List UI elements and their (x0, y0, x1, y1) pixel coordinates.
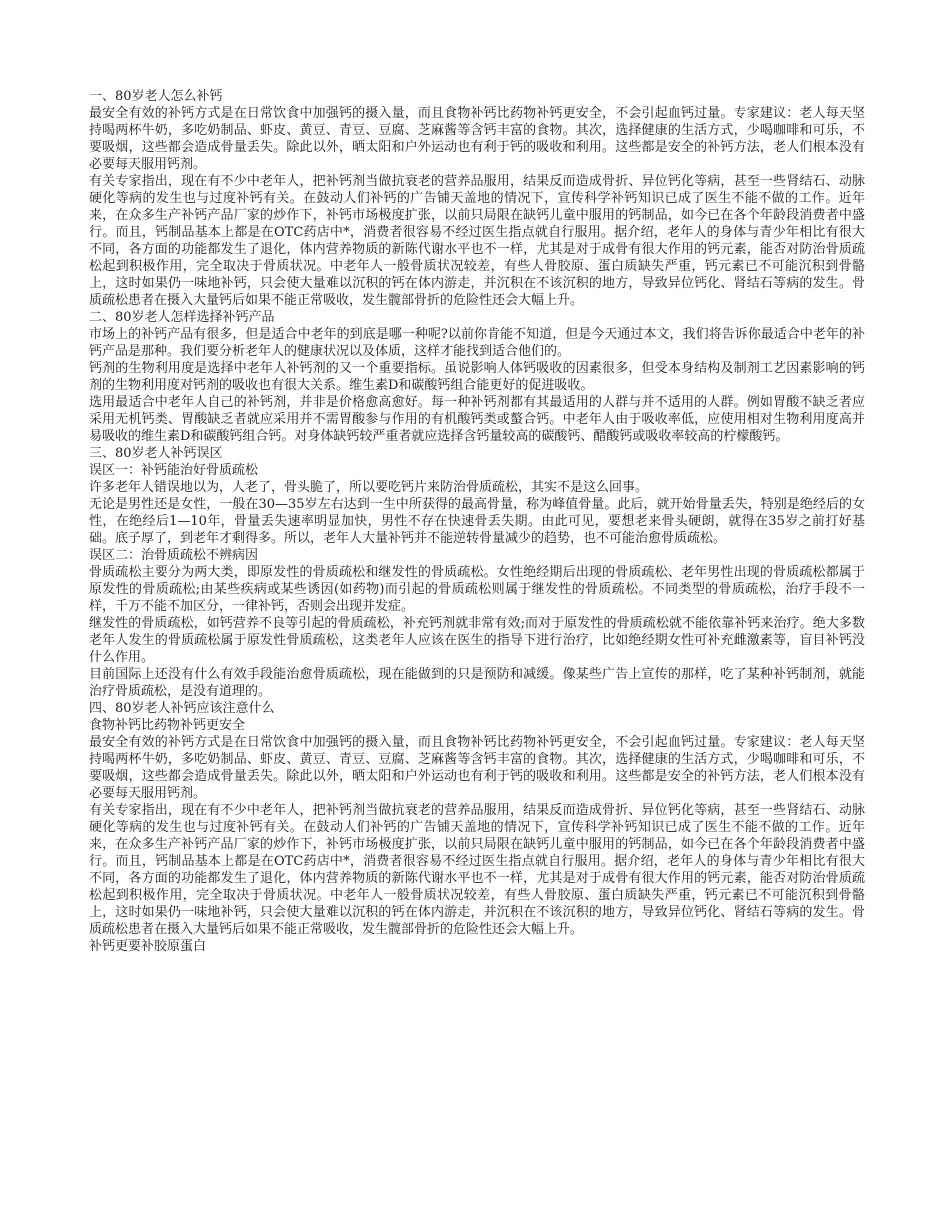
subheading: 食物补钙比药物补钙更安全 (89, 718, 246, 733)
paragraph: 最安全有效的补钙方式是在日常饮食中加强钙的摄入量，而且食物补钙比药物补钙更安全，不会引起血钙过量。专家建议：老人每天坚持喝两杯牛奶，多吃奶制品、虾皮、黄豆、青豆、豆腐、芝麻酱等含钙丰富的食物。其次，选择健康的生活方式，少喝咖啡和可乐，不要吸烟，这些都会造成骨量丢失。除此以外，晒太阳和户外运动也有利于钙的吸收和利用。这些都是安全的补钙方法，老人们根本没有必要每天服用钙剂。 (89, 106, 865, 172)
subheading: 补钙更要补胶原蛋白 (89, 939, 207, 954)
section-heading: 三、80岁老人补钙误区 (89, 446, 223, 461)
paragraph: 钙剂的生物利用度是选择中老年人补钙剂的又一个重要指标。虽说影响人体钙吸收的因素很多，但受本身结构及制剂工艺因素影响的钙剂的生物利用度对钙剂的吸收也有很大关系。维生素D和碳酸钙组合能更好的促进吸收。 (89, 361, 865, 393)
paragraph: 市场上的补钙产品有很多，但是适合中老年的到底是哪一种呢?以前你肯能不知道，但是今天通过本文，我们将告诉你最适合中老年的补钙产品是那种。我们要分析老年人的健康状况以及体质，这样才能找到适合他们的。 (89, 327, 865, 359)
paragraph: 骨质疏松主要分为两大类，即原发性的骨质疏松和继发性的骨质疏松。女性绝经期后出现的骨质疏松、老年男性出现的骨质疏松都属于原发性的骨质疏松;由某些疾病或某些诱因(如药物)而引起的骨质疏松则属于继发性的骨质疏松。不同类型的骨质疏松，治疗手段不一样，千万不能不加区分，一律补钙，否则会出现并发症。 (89, 565, 865, 614)
paragraph: 有关专家指出，现在有不少中老年人，把补钙剂当做抗衰老的营养品服用，结果反而造成骨折、异位钙化等病，甚至一些肾结石、动脉硬化等病的发生也与过度补钙有关。在鼓动人们补钙的广告铺天盖地的情况下，宣传科学补钙知识已成了医生不能不做的工作。近年来，在众多生产补钙产品厂家的炒作下，补钙市场极度扩张，以前只局限在缺钙儿童中服用的钙制品，如今已在各个年龄段消费者中盛行。而且，钙制品基本上都是在OTC药店中*，消费者很容易不经过医生指点就自行服用。据介绍，老年人的身体与青少年相比有很大不同，各方面的功能都发生了退化，体内营养物质的新陈代谢水平也不一样，尤其是对于成骨有很大作用的钙元素，能否对防治骨质疏松起到积极作用，完全取决于骨质状况。中老年人一般骨质状况较差，有些人骨胶原、蛋白质缺失严重，钙元素已不可能沉积到骨骼上，这时如果仍一味地补钙，只会使大量难以沉积的钙在体内游走，并沉积在不该沉积的地方，导致异位钙化、肾结石等病的发生。骨质疏松患者在摄入大量钙后如果不能正常吸收，发生髋部骨折的危险性还会大幅上升。 (89, 174, 865, 308)
paragraph: 继发性的骨质疏松，如钙营养不良等引起的骨质疏松，补充钙剂就非常有效;而对于原发性的骨质疏松就不能依靠补钙来治疗。绝大多数老年人发生的骨质疏松属于原发性骨质疏松，这类老年人应该在医生的指导下进行治疗，比如绝经期女性可补充雌激素等，盲目补钙没什么作用。 (89, 616, 865, 665)
paragraph: 有关专家指出，现在有不少中老年人，把补钙剂当做抗衰老的营养品服用，结果反而造成骨折、异位钙化等病，甚至一些肾结石、动脉硬化等病的发生也与过度补钙有关。在鼓动人们补钙的广告铺天盖地的情况下，宣传科学补钙知识已成了医生不能不做的工作。近年来，在众多生产补钙产品厂家的炒作下，补钙市场极度扩张，以前只局限在缺钙儿童中服用的钙制品，如今已在各个年龄段消费者中盛行。而且，钙制品基本上都是在OTC药店中*，消费者很容易不经过医生指点就自行服用。据介绍，老年人的身体与青少年相比有很大不同，各方面的功能都发生了退化，体内营养物质的新陈代谢水平也不一样，尤其是对于成骨有很大作用的钙元素，能否对防治骨质疏松起到积极作用，完全取决于骨质状况。中老年人一般骨质状况较差，有些人骨胶原、蛋白质缺失严重，钙元素已不可能沉积到骨骼上，这时如果仍一味地补钙，只会使大量难以沉积的钙在体内游走，并沉积在不该沉积的地方，导致异位钙化、肾结石等病的发生。骨质疏松患者在摄入大量钙后如果不能正常吸收，发生髋部骨折的危险性还会大幅上升。 (89, 803, 865, 937)
section-heading: 四、80岁老人补钙应该注意什么 (89, 701, 275, 716)
paragraph: 最安全有效的补钙方式是在日常饮食中加强钙的摄入量，而且食物补钙比药物补钙更安全，不会引起血钙过量。专家建议：老人每天坚持喝两杯牛奶，多吃奶制品、虾皮、黄豆、青豆、豆腐、芝麻酱等含钙丰富的食物。其次，选择健康的生活方式，少喝咖啡和可乐，不要吸烟，这些都会造成骨量丢失。除此以外，晒太阳和户外运动也有利于钙的吸收和利用。这些都是安全的补钙方法，老人们根本没有必要每天服用钙剂。 (89, 735, 865, 801)
document-body (89, 88, 865, 955)
paragraph: 无论是男性还是女性，一般在30—35岁左右达到一生中所获得的最高骨量，称为峰值骨量。此后，就开始骨量丢失，特别是绝经后的女性，在绝经后1—10年，骨量丢失速率明显加快，男性不存在快速骨丢失期。由此可见，要想老来骨头硬朗，就得在35岁之前打好基础。底子厚了，到老年才剩得多。所以，老年人大量补钙并不能逆转骨量减少的趋势，也不可能治愈骨质疏松。 (89, 497, 865, 546)
section-heading: 一、80岁老人怎么补钙 (89, 89, 223, 104)
paragraph: 许多老年人错误地以为，人老了，骨头脆了，所以要吃钙片来防治骨质疏松，其实不是这么回事。 (89, 480, 649, 495)
section-heading: 二、80岁老人怎样选择补钙产品 (89, 310, 275, 325)
subheading: 误区一：补钙能治好骨质疏松 (89, 463, 259, 478)
subheading: 误区二：治骨质疏松不辨病因 (89, 548, 259, 563)
paragraph: 目前国际上还没有什么有效手段能治愈骨质疏松，现在能做到的只是预防和减缓。像某些广告上宣传的那样，吃了某种补钙制剂，就能治疗骨质疏松，是没有道理的。 (89, 667, 865, 699)
paragraph: 选用最适合中老年人自己的补钙剂，并非是价格愈高愈好。每一种补钙剂都有其最适用的人群与并不适用的人群。例如胃酸不缺乏者应采用无机钙类、胃酸缺乏者就应采用并不需胃酸参与作用的有机酸钙类或螯合钙。中老年人由于吸收率低，应使用相对生物利用度高并易吸收的维生素D和碳酸钙组合钙。对身体缺钙较严重者就应选择含钙量较高的碳酸钙、醋酸钙或吸收率较高的柠檬酸钙。 (89, 395, 865, 444)
